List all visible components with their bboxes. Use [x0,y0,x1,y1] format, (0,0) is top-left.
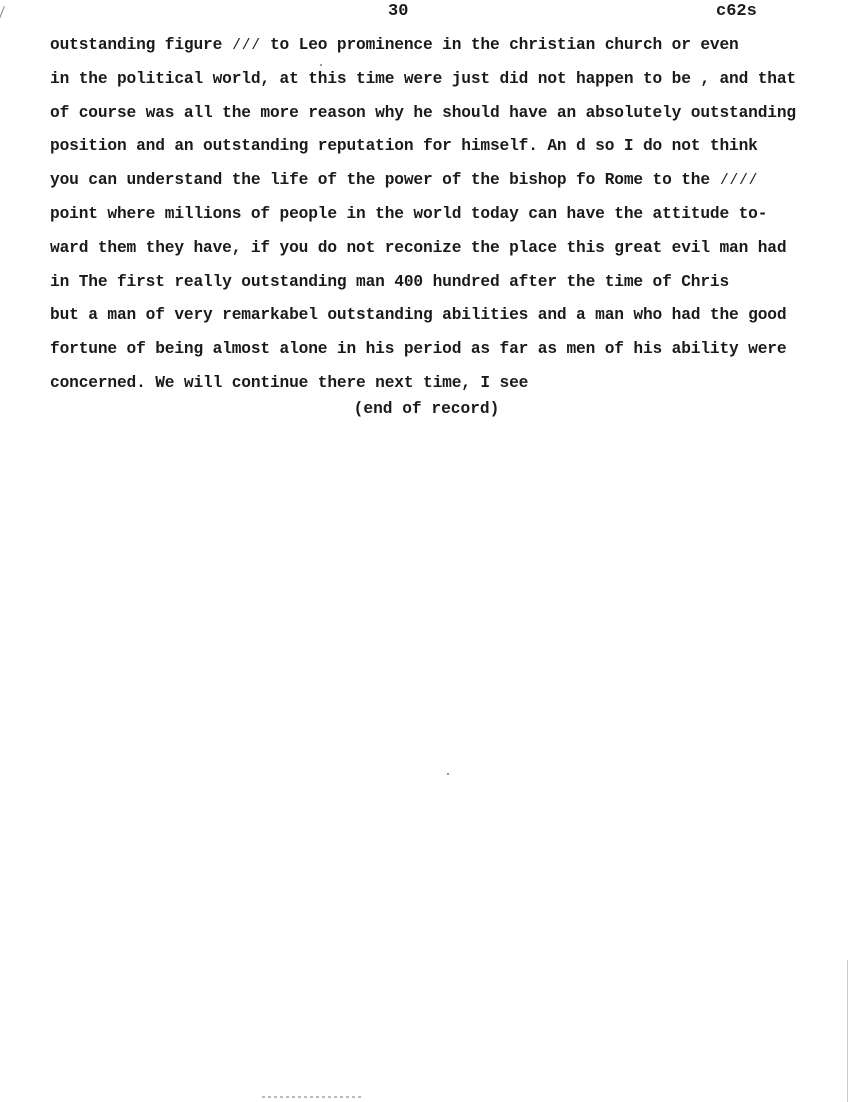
page-number: 30 [388,2,409,21]
text-line: point where millions of people in the world today can have the attitude to- [50,204,768,223]
text-line: but a man of very remarkabel outstanding abilities and a man who had the good [50,306,787,325]
scan-smudge [262,1096,362,1098]
text-line: of course was all the more reason why he should have an absolutely outstanding [50,103,796,122]
end-of-record-text: (end of record) [353,400,500,418]
text-line: in the political world, at this time were just did not happen to be , and that [50,69,796,88]
text-line: ward them they have, if you do not reconize the place this great evil man had [50,238,787,257]
text-line: in The first really outstanding man 400 hundred after the time of Chris [50,272,730,291]
text-line: you can understand the life of the power of the bishop fo Rome to the ⁄⁄⁄⁄ [50,171,758,190]
paper-speck [320,64,322,66]
margin-pencil-mark [0,6,5,32]
body-text [50,34,840,406]
document-code: c62s [716,2,757,21]
text-line: fortune of being almost alone in his period as far as men of his ability were [50,340,787,359]
paper-speck [447,773,449,775]
text-line: outstanding figure ⁄⁄⁄ to Leo prominence in the christian church or even [50,36,739,54]
text-line: concerned. We will continue there next time, I see [50,373,529,392]
scan-edge-shadow [847,960,848,1102]
text-line: position and an outstanding reputation for himself. An d so I do not think [50,137,758,156]
end-of-record-note [0,400,853,418]
